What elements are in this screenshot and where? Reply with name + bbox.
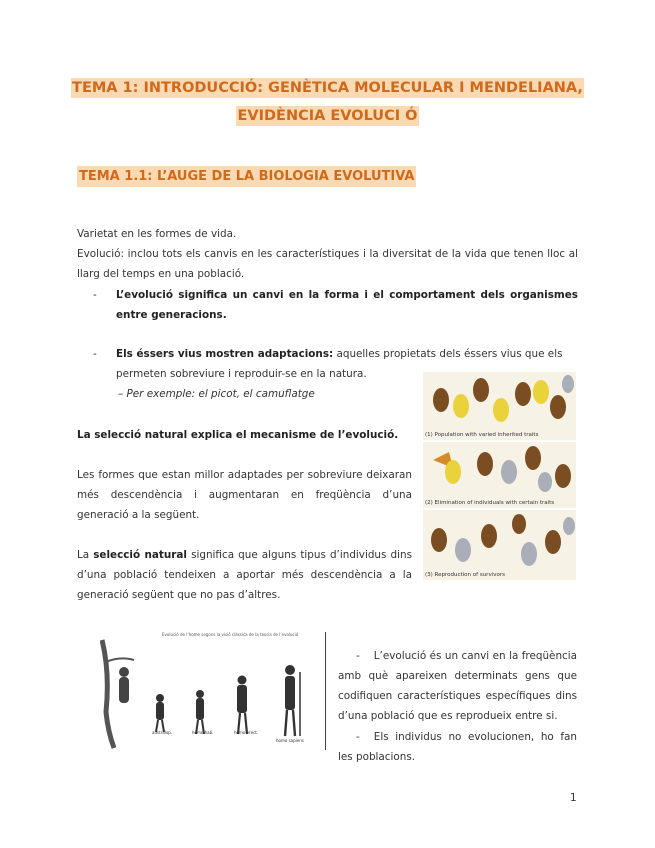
page-number: 1 — [570, 792, 577, 804]
paragraph-evolucio: Evolució: inclou tots els canvis en les característiques i la diversitat de la vida que tenen lloc al llarg del temps en una població. — [77, 248, 578, 280]
bullet-dash: - — [356, 731, 360, 743]
bullet-1-text: L’evolució significa un canvi en la forma i el comportament dels organismes entre generacions. — [116, 289, 578, 321]
human-evolution-figure — [100, 632, 324, 750]
section-subtitle — [77, 169, 416, 184]
seleccio-heading: La selecció natural explica el mecanisme de l’evolució. — [77, 429, 399, 441]
title-text-1: TEMA 1: INTRODUCCIÓ: GENÈTICA MOLECULAR I MENDELIANA, — [72, 80, 583, 96]
evolution-label-2: australop. — [152, 730, 173, 735]
title-text-2: EVIDÈNCIA EVOLUCI Ó — [237, 108, 418, 124]
evolution-label-5: homo sapiens — [276, 738, 304, 743]
beetle-panel-2 — [423, 442, 576, 508]
beetles-image-1 — [423, 372, 576, 440]
subtitle-text: TEMA 1.1: L’AUGE DE LA BIOLOGIA EVOLUTIVA — [77, 166, 416, 187]
right-bullet-1-text: L’evolució és un canvi en la freqüència amb què apareixen determinats gens que codifiquen característiques específiques dins d’una població que es reprodueix entre si. — [338, 650, 577, 722]
paragraph-varietat: Varietat en les formes de vida. — [77, 228, 237, 240]
document-title-line1 — [0, 80, 655, 96]
paragraph-seleccio — [77, 545, 412, 605]
seleccio-bold: selecció natural — [93, 549, 187, 561]
document-title-line2 — [0, 108, 655, 124]
beetle-panel-3 — [423, 510, 576, 580]
beetles-image-3 — [423, 510, 576, 580]
beetles-image-2 — [423, 442, 576, 508]
right-bullet-2-text: Els individus no evolucionen, ho fan les poblacions. — [338, 731, 577, 763]
evolution-label-4: homo erect. — [234, 730, 259, 735]
bullet-2-rest: aquelles propietats dels éssers vius que els permeten sobreviure i reproduir-se en la natura. — [116, 348, 563, 380]
beetle-caption-1: (1) Population with varied inherited traits — [425, 432, 539, 438]
bullet-dash: - — [356, 650, 360, 662]
bullet-dash: - — [93, 289, 97, 301]
seleccio-pre: La — [77, 549, 94, 561]
bullet-dash: - — [93, 348, 97, 360]
bullet-2-bold: Els éssers vius mostren adaptacions: — [116, 348, 334, 360]
column-divider — [325, 632, 326, 750]
evolution-figure-header: Evolució de l’home segons la visió clàssica de la teoria de l’evolució — [162, 632, 299, 637]
bullet-item-1 — [93, 285, 578, 325]
right-bullet-1 — [338, 646, 577, 726]
beetle-caption-2: (2) Elimination of individuals with certain traits — [425, 500, 555, 506]
seleccio-post: significa que alguns tipus d’individus dins d’una població tendeixen a aportar més descendència a la generació següent que no pas d’altres. — [77, 549, 412, 601]
beetle-panel-1 — [423, 372, 576, 440]
right-bullet-2 — [338, 727, 577, 767]
paragraph-formes: Les formes que estan millor adaptades per sobreviure deixaran més descendència i augmentaran en freqüència d’una generació a la següent. — [77, 469, 412, 521]
example-line: – Per exemple: el picot, el camuflatge — [118, 388, 315, 400]
beetle-caption-3: (3) Reproduction of survivors — [425, 572, 505, 578]
evolution-label-3: homo hab. — [192, 730, 214, 735]
